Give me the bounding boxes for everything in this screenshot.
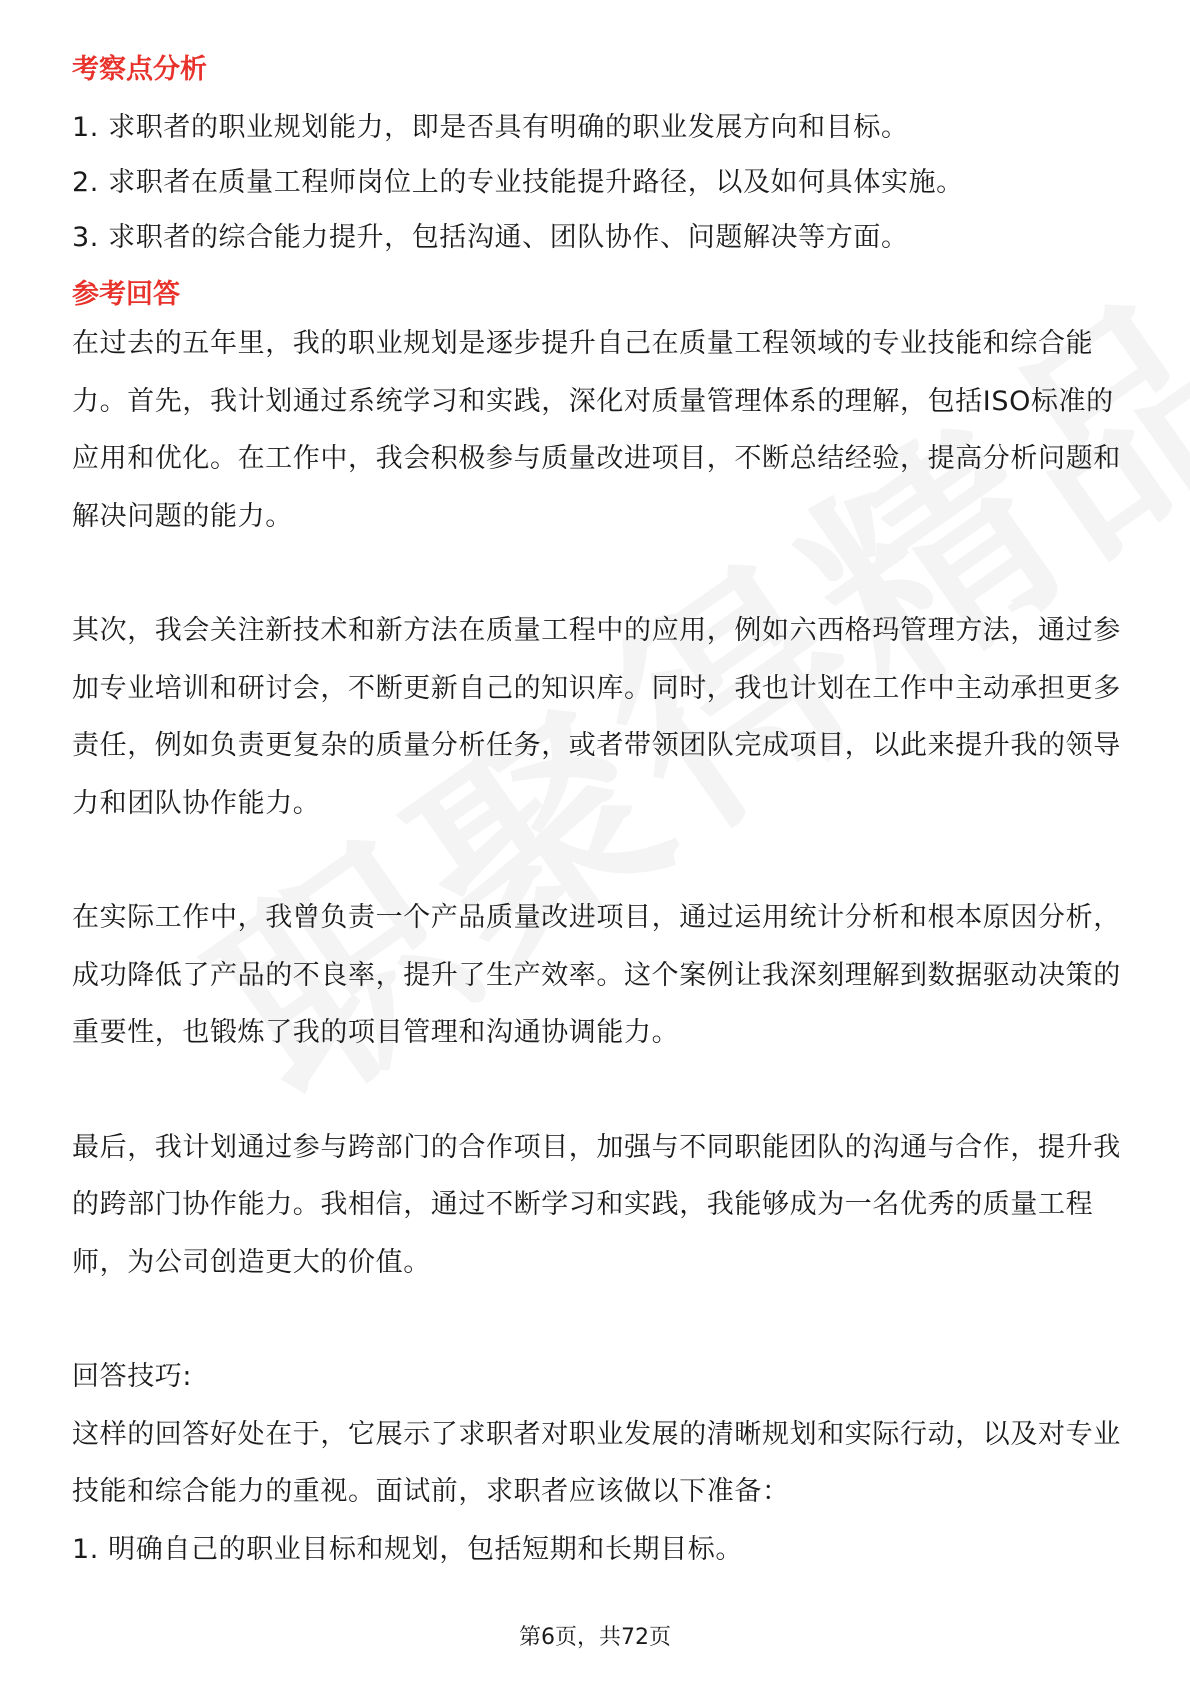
- tips-paragraph: 这样的回答好处在于，它展示了求职者对职业发展的清晰规划和实际行动，以及对专业技能和综合能力的重视。面试前，求职者应该做以下准备：: [72, 1418, 1121, 1507]
- analysis-item-3: 3. 求职者的综合能力提升，包括沟通、团队协作、问题解决等方面。: [72, 222, 909, 253]
- tips-item-1: 1. 明确自己的职业目标和规划，包括短期和长期目标。: [72, 1533, 743, 1565]
- page-number: 第6页，共72页: [519, 1625, 671, 1650]
- section-heading-answer: 参考回答: [72, 279, 180, 310]
- section-heading-analysis: 考察点分析: [72, 54, 207, 85]
- analysis-item-2: 2. 求职者在质量工程师岗位上的专业技能提升路径，以及如何具体实施。: [72, 167, 964, 198]
- answer-paragraph-3: 在实际工作中，我曾负责一个产品质量改进项目，通过运用统计分析和根本原因分析，成功降低了产品的不良率，提升了生产效率。这个案例让我深刻理解到数据驱动决策的重要性，也锻炼了我的项目管理和沟通协调能力。: [72, 902, 1121, 1048]
- tips-label: 回答技巧:: [72, 1361, 193, 1392]
- answer-paragraph-1: 在过去的五年里，我的职业规划是逐步提升自己在质量工程领域的专业技能和综合能力。首先，我计划通过系统学习和实践，深化对质量管理体系的理解，包括ISO标准的应用和优化。在工作中，我会积极参与质量改进项目，不断总结经验，提高分析问题和解决问题的能力。: [72, 328, 1121, 532]
- analysis-item-1: 1. 求职者的职业规划能力，即是否具有明确的职业发展方向和目标。: [72, 112, 909, 143]
- document-page: [72, 50, 1122, 1578]
- answer-paragraph-4: 最后，我计划通过参与跨部门的合作项目，加强与不同职能团队的沟通与合作，提升我的跨部门协作能力。我相信，通过不断学习和实践，我能够成为一名优秀的质量工程师，为公司创造更大的价值。: [72, 1131, 1121, 1278]
- answer-paragraph-2: 其次，我会关注新技术和新方法在质量工程中的应用，例如六西格玛管理方法，通过参加专业培训和研讨会，不断更新自己的知识库。同时，我也计划在工作中主动承担更多责任，例如负责更复杂的质量分析任务，或者带领团队完成项目，以此来提升我的领导力和团队协作能力。: [72, 615, 1121, 819]
